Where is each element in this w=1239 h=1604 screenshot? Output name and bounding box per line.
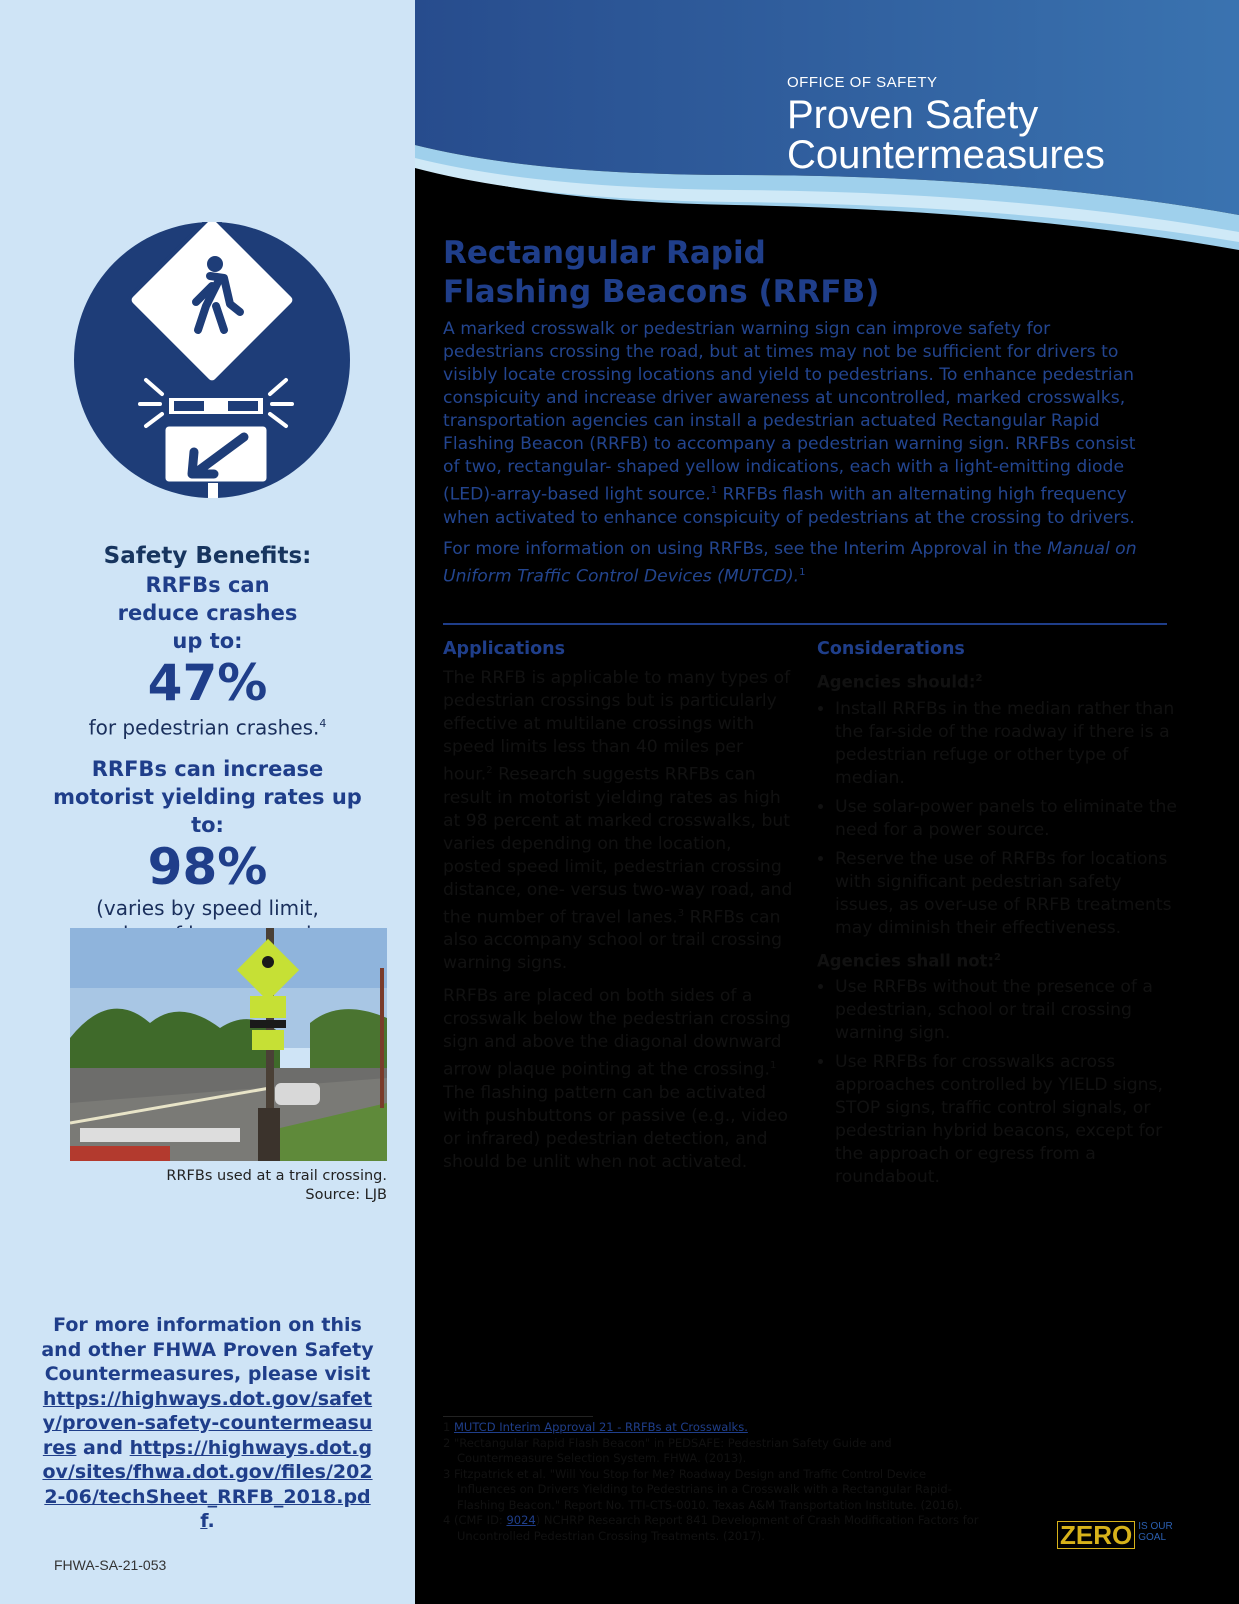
- applications-column: [443, 638, 793, 1184]
- title-line-2: Flashing Beacons (RRFB): [443, 274, 880, 310]
- techsheet-link[interactable]: https://highways.dot.gov/sites/fhwa.dot.gov/files/2022-06/techSheet_RRFB_2018.pdf: [42, 1436, 373, 1532]
- list-item: • Use RRFBs without the presence of a pedestrian, school or trail crossing warning sign.: [835, 976, 1177, 1045]
- stat2-value: 98%: [147, 837, 268, 896]
- intro-paragraph-1: A marked crosswalk or pedestrian warning sign can improve safety for pedestrians crossing the road, but at times may not be sufficient for drivers to visibly locate crossing locations and yield to pedestrians. To enhance pedestrian conspicuity and increase driver awareness at uncontrolled, marked crosswalks, transportation agencies can install a pedestrian actuated Rectangular Rapid Flashing Beacon (RRFB) to accompany a pedestrian warning sign. RRFBs consist of two, rectangular- shaped yellow indications, each with a light-emitting diode (LED)-array-based light source.$^1$ RRFBs flash with an alternating high frequency when activated to enhance conspicuity of pedestrians at the crossing to drivers.: [443, 319, 1136, 528]
- intro-paragraph-2: For more information on using RRFBs, see the Interim Approval in the Manual on Uniform Traffic Control Devices (MUTCD).$^1$: [443, 538, 1137, 587]
- stat-crash-reduction: [0, 571, 415, 741]
- footnote-2: 2 "Rectangular Rapid Flash Beacon" in PEDSAFE: Pedestrian Safety Guide and Countermeasure Selection System. FHWA. (2013).: [443, 1435, 892, 1465]
- stat1-value: 47%: [147, 654, 268, 712]
- considerations-column: [817, 638, 1177, 1195]
- more-info-text: For more information on this and other FHWA Proven Safety Countermeasures, please visit: [41, 1314, 374, 1385]
- proven-safety-link[interactable]: https://highways.dot.gov/safety/proven-safety-countermeasures: [42, 1387, 373, 1459]
- agencies-shall-not-list: [817, 976, 1177, 1189]
- more-info-and: and: [83, 1436, 123, 1459]
- trail-crossing-photo: [70, 928, 387, 1161]
- stat1-label: RRFBs can reduce crashes up to:: [117, 573, 298, 653]
- brand-title: [787, 95, 1105, 175]
- page-title: [443, 234, 1003, 312]
- main-content: [415, 0, 1239, 1604]
- stat2-label: RRFBs can increase motorist yielding rates up to:: [53, 756, 362, 837]
- caption-line-1: RRFBs used at a trail crossing.: [166, 1168, 387, 1184]
- footnote-4: 4 (CMF ID: 9024) NCHRP Research Report 841 Development of Crash Modification Factors for Uncontrolled Pedestrian Crossing Treatments. (2017).: [443, 1513, 979, 1543]
- cmf-9024-link[interactable]: 9024: [506, 1513, 536, 1527]
- logo-zero: ZERO: [1057, 1521, 1135, 1549]
- stat2-note: (varies by speed limit,: [96, 895, 319, 920]
- applications-paragraph-1: The RRFB is applicable to many types of pedestrian crossings but is particularly effective at multilane crossings with speed limits less than 40 miles per hour.$^2$ Research suggests RRFBs can result in motorist yielding rates as high at 98 percent at marked crosswalks, but varies depending on the location, posted speed limit, pedestrian crossing distance, one- versus two-way road, and the number of travel lanes.$^3$ RRFBs can also accompany school or trail crossing warning signs.: [443, 668, 793, 974]
- title-line-1: Rectangular Rapid: [443, 235, 766, 271]
- brand-line-2: Countermeasures: [787, 133, 1105, 177]
- considerations-heading: Considerations: [817, 639, 965, 659]
- footnote-divider: [443, 1416, 593, 1417]
- caption-line-2: Source: LJB: [305, 1187, 387, 1203]
- safety-benefits: [0, 541, 415, 990]
- list-item: • Use RRFBs for crosswalks across approaches controlled by YIELD signs, STOP signs, traffic control signals, or pedestrian hybrid beacons, except for the approach or egress from a roundabout.: [835, 1051, 1177, 1189]
- zero-is-our-goal-logo: [1057, 1521, 1173, 1549]
- agencies-shall-not-label: Agencies shall not:$^2$: [817, 951, 1002, 970]
- mutcd-interim-approval-link[interactable]: MUTCD Interim Approval 21 - RRFBs at Crosswalks.: [453, 1420, 748, 1434]
- section-divider: [443, 623, 1167, 625]
- brand-line-1: Proven Safety: [787, 93, 1039, 137]
- benefits-heading: Safety Benefits:: [103, 543, 312, 569]
- more-info: [40, 1313, 375, 1534]
- applications-paragraph-2: RRFBs are placed on both sides of a crosswalk below the pedestrian crossing sign and above the diagonal downward arrow plaque pointing at the crossing.$^1$ The flashing pattern can be activated with pushbuttons or passive (e.g., video or infrared) pedestrian detection, and should be unlit when not activated.: [443, 986, 791, 1173]
- intro: [443, 318, 1143, 596]
- footnote-3: 3 Fitzpatrick et al. "Will You Stop for Me? Roadway Design and Traffic Control Device Influences on Drivers Yielding to Pedestrians in a Crosswalk with a Rectangular Rapid-Flashing Beacon." Report No. TTI-CTS-0010. Texas A&M Transportation Institute. (2016).: [443, 1466, 963, 1512]
- agencies-should-label: Agencies should:$^2$: [817, 672, 983, 692]
- footnotes: [443, 1420, 983, 1544]
- list-item: • Reserve the use of RRFBs for locations with significant pedestrian safety issues, as over-use of RRFB treatments may diminish their effectiveness.: [835, 848, 1177, 940]
- brand-block: [787, 74, 1105, 175]
- applications-heading: Applications: [443, 639, 566, 659]
- stat1-note: for pedestrian crashes.$^4$: [88, 715, 327, 740]
- photo-caption: [70, 1167, 387, 1205]
- logo-tagline: IS OUR GOAL: [1138, 1521, 1173, 1543]
- list-item: • Install RRFBs in the median rather than the far-side of the roadway if there is a pedestrian refuge or other type of median.: [835, 698, 1177, 790]
- agencies-should-list: [817, 698, 1177, 940]
- more-info-end: .: [207, 1510, 215, 1532]
- rrfb-sign-illustration: [74, 222, 350, 498]
- list-item: • Use solar-power panels to eliminate the need for a power source.: [835, 796, 1177, 842]
- footnote-1: 1 MUTCD Interim Approval 21 - RRFBs at Crosswalks.: [443, 1420, 748, 1434]
- office-label: OFFICE OF SAFETY: [787, 74, 938, 91]
- document-code: FHWA-SA-21-053: [54, 1557, 167, 1573]
- sidebar: [0, 0, 415, 1604]
